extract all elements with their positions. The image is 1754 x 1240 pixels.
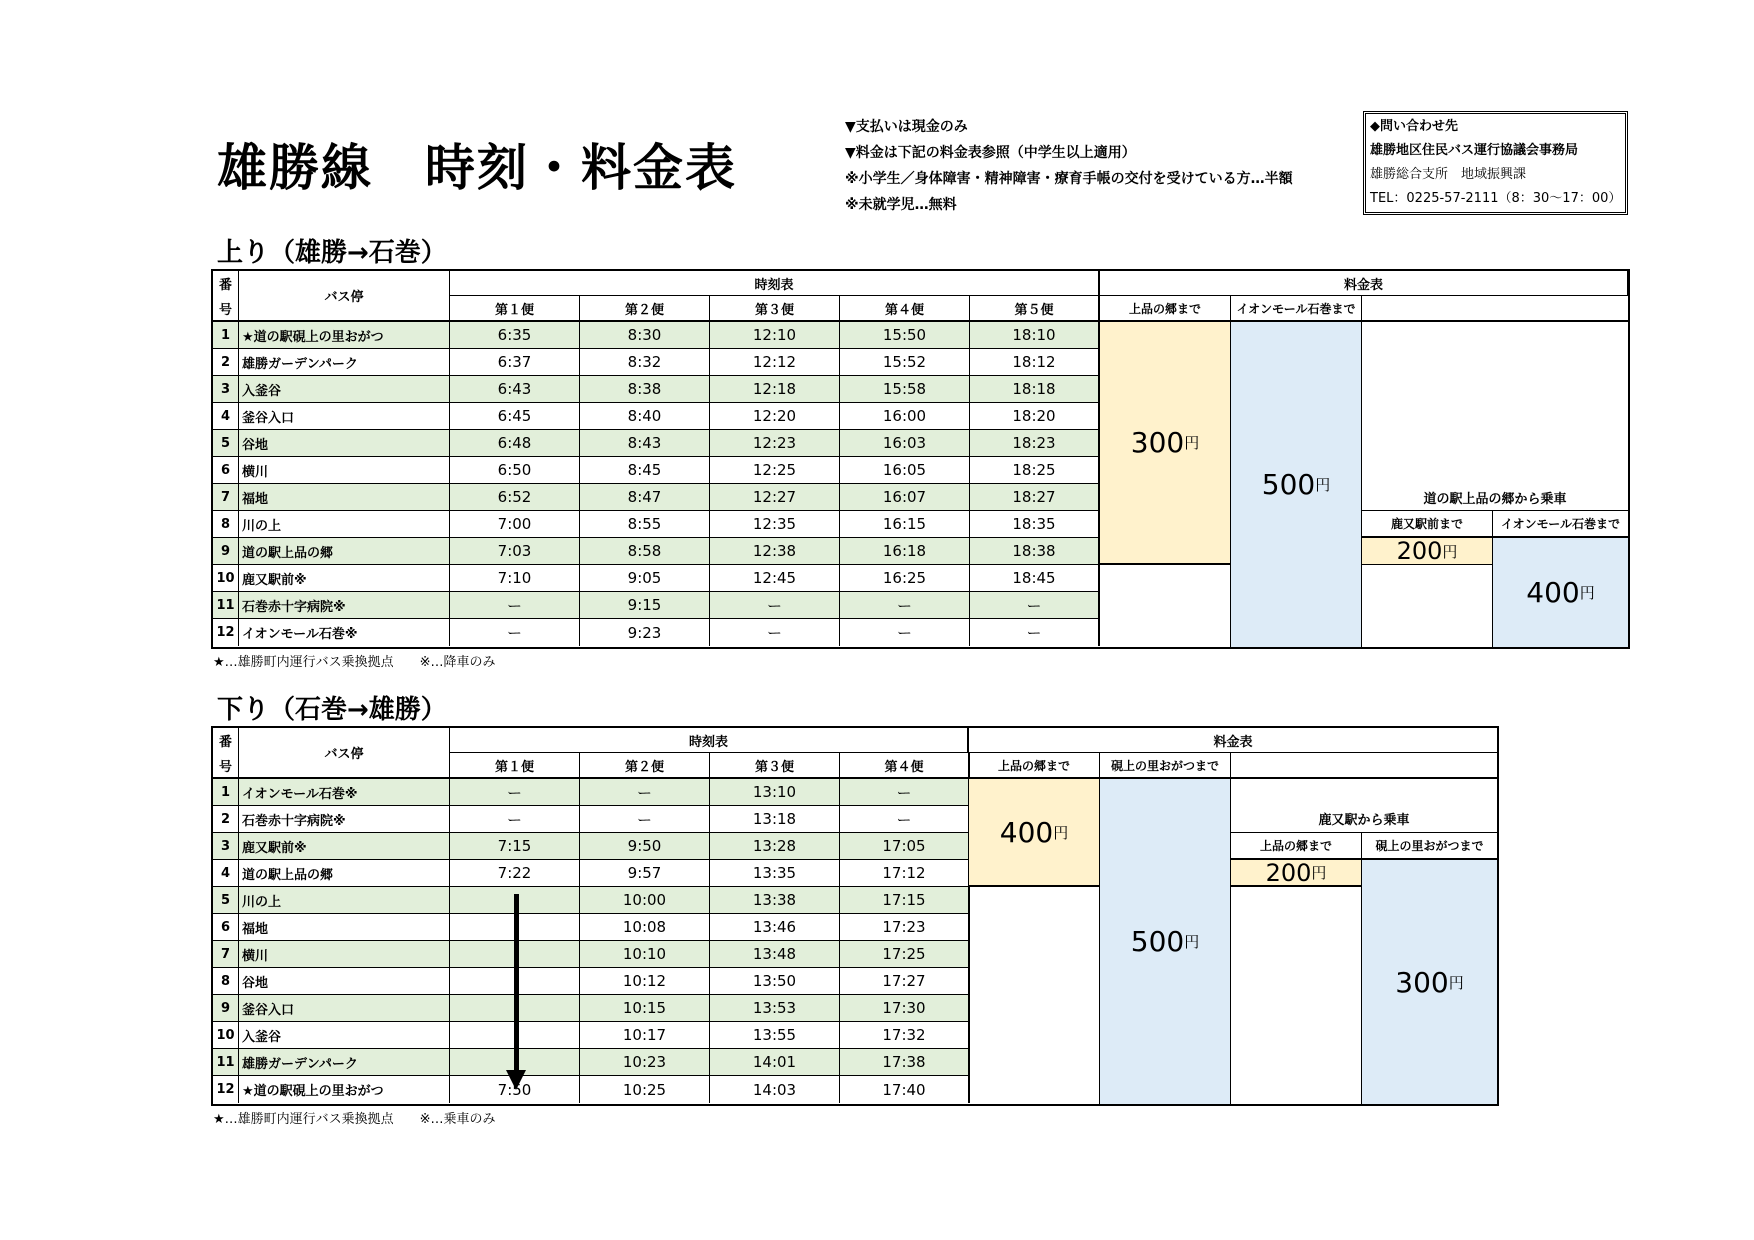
fare-col-joubon: 上品の郷まで: [1100, 296, 1231, 322]
yen-unit: 円: [1184, 434, 1200, 452]
row-number: 2: [213, 349, 239, 376]
departure-time: 16:15: [840, 511, 970, 538]
header-bus-stop: バス停: [239, 271, 450, 322]
departure-time: 9:23: [580, 619, 710, 646]
departure-time: ー: [710, 619, 840, 646]
departure-time: 7:15: [450, 833, 580, 860]
departure-time: ー: [710, 592, 840, 619]
departure-time: 10:00: [580, 887, 710, 914]
departure-time: ー: [580, 806, 710, 833]
departure-time: 13:55: [710, 1022, 840, 1049]
row-number: 6: [213, 457, 239, 484]
fare-col-empty: [1231, 753, 1497, 779]
departure-time: 10:12: [580, 968, 710, 995]
bus-stop-name: ★道の駅硯上の里おがつ: [239, 322, 450, 349]
departure-time: 7:22: [450, 860, 580, 887]
departure-time: 18:10: [970, 322, 1100, 349]
departure-time: 16:00: [840, 403, 970, 430]
bus-stop-name: 川の上: [239, 511, 450, 538]
yen-unit: 円: [1184, 933, 1200, 951]
departure-time: 17:27: [840, 968, 970, 995]
departure-time: 8:47: [580, 484, 710, 511]
departure-time: 9:57: [580, 860, 710, 887]
departure-time: 9:15: [580, 592, 710, 619]
departure-time: 12:27: [710, 484, 840, 511]
header-fare: 料金表: [969, 728, 1497, 753]
departure-time: 13:50: [710, 968, 840, 995]
header-bus-stop: バス停: [239, 728, 450, 779]
row-number: 10: [213, 565, 239, 592]
bus-stop-name: 石巻赤十字病院※: [239, 806, 450, 833]
sub-fare-to-aeon: [1493, 538, 1628, 647]
departure-time: 15:58: [840, 376, 970, 403]
fare-blank: [1231, 887, 1362, 1104]
contact-tel: TEL：0225-57-2111（8：30～17：00）: [1370, 191, 1622, 206]
departure-time: 17:25: [840, 941, 970, 968]
departure-time: 18:12: [970, 349, 1100, 376]
departure-time: 18:25: [970, 457, 1100, 484]
fare-value: 400: [1526, 576, 1580, 609]
yen-unit: 円: [1442, 542, 1458, 561]
departure-time: 10:25: [580, 1076, 710, 1103]
bus-stop-name: 入釜谷: [239, 1022, 450, 1049]
contact-org: 雄勝地区住民バス運行協議会事務局: [1370, 143, 1579, 158]
departure-time: 12:20: [710, 403, 840, 430]
departure-time: 16:05: [840, 457, 970, 484]
bus-stop-name: 道の駅上品の郷: [239, 860, 450, 887]
run-header: 第２便: [580, 296, 710, 322]
arrow-down-icon: [506, 1070, 526, 1090]
row-number: 7: [213, 484, 239, 511]
row-number: 9: [213, 538, 239, 565]
departure-time: 10:17: [580, 1022, 710, 1049]
departure-time: 14:01: [710, 1049, 840, 1076]
sub-fare-title: 鹿又駅から乗車: [1231, 779, 1497, 833]
bus-stop-name: イオンモール石巻※: [239, 779, 450, 806]
departure-time: 18:27: [970, 484, 1100, 511]
departure-time: 13:53: [710, 995, 840, 1022]
departure-time: 12:10: [710, 322, 840, 349]
row-number: 5: [213, 887, 239, 914]
departure-time: 17:40: [840, 1076, 970, 1103]
contact-dept: 雄勝総合支所 地域振興課: [1370, 167, 1527, 182]
departure-time: 8:43: [580, 430, 710, 457]
run-header: 第３便: [710, 753, 840, 779]
yen-unit: 円: [1311, 864, 1327, 882]
fare-col-ogatsu: 硯上の里おがつまで: [1100, 753, 1231, 779]
run-header: 第４便: [840, 753, 970, 779]
departure-time: 17:30: [840, 995, 970, 1022]
departure-time: 17:15: [840, 887, 970, 914]
down-footnote: ★…雄勝町内運行バス乗換拠点 ※…乗車のみ: [213, 1112, 496, 1127]
run-header: 第５便: [970, 296, 1100, 322]
row-number: 2: [213, 806, 239, 833]
departure-time: 6:50: [450, 457, 580, 484]
bus-stop-name: ★道の駅硯上の里おがつ: [239, 1076, 450, 1103]
arrow-down-icon-shaft: [514, 894, 519, 1074]
fare-blank: [969, 887, 1100, 1104]
up-footnote: ★…雄勝町内運行バス乗換拠点 ※…降車のみ: [213, 655, 496, 670]
row-number: 3: [213, 833, 239, 860]
run-header: 第２便: [580, 753, 710, 779]
fare-blank: [1362, 322, 1628, 485]
departure-time: 9:50: [580, 833, 710, 860]
fare-up-to-aeon: [1231, 322, 1362, 647]
contact-box: [1363, 111, 1628, 215]
row-number: 4: [213, 403, 239, 430]
fare-blank: [1362, 565, 1493, 647]
row-number: 7: [213, 941, 239, 968]
departure-time: 15:52: [840, 349, 970, 376]
departure-time: 8:45: [580, 457, 710, 484]
fare-value: 500: [1261, 468, 1316, 501]
departure-time: ー: [450, 779, 580, 806]
departure-time: 13:18: [710, 806, 840, 833]
fare-value: 300: [1395, 965, 1449, 999]
departure-time: 17:12: [840, 860, 970, 887]
departure-time: 13:10: [710, 779, 840, 806]
bus-stop-name: 釜谷入口: [239, 403, 450, 430]
departure-time: 18:20: [970, 403, 1100, 430]
fare-col-aeon: イオンモール石巻まで: [1231, 296, 1362, 322]
fare-value: 500: [1130, 925, 1185, 958]
departure-time: ー: [580, 779, 710, 806]
yen-unit: 円: [1315, 476, 1331, 494]
row-number: 12: [213, 619, 239, 646]
sub-fare-col-ogatsu: 硯上の里おがつまで: [1362, 833, 1497, 860]
note-cash-only: ▼支払いは現金のみ: [845, 119, 968, 135]
departure-time: 6:37: [450, 349, 580, 376]
departure-time: 12:38: [710, 538, 840, 565]
yen-unit: 円: [1579, 584, 1595, 602]
departure-time: ー: [840, 806, 970, 833]
departure-time: 15:50: [840, 322, 970, 349]
note-half-fare: ※小学生／身体障害・精神障害・療育手帳の交付を受けている方…半額: [845, 171, 1293, 187]
row-number: 12: [213, 1076, 239, 1103]
note-preschool-free: ※未就学児…無料: [845, 197, 957, 213]
row-number: 5: [213, 430, 239, 457]
row-number: 8: [213, 511, 239, 538]
departure-time: 16:25: [840, 565, 970, 592]
bus-stop-name: イオンモール石巻※: [239, 619, 450, 646]
departure-time: ー: [450, 592, 580, 619]
bus-stop-name: 鹿又駅前※: [239, 565, 450, 592]
run-header: 第１便: [450, 296, 580, 322]
departure-time: 13:48: [710, 941, 840, 968]
departure-time: ー: [970, 619, 1100, 646]
departure-time: 16:18: [840, 538, 970, 565]
bus-stop-name: 釜谷入口: [239, 995, 450, 1022]
departure-time: 10:15: [580, 995, 710, 1022]
row-number: 6: [213, 914, 239, 941]
fare-col-empty: [1362, 296, 1628, 322]
departure-time: 13:46: [710, 914, 840, 941]
header-timetable: 時刻表: [450, 728, 969, 753]
departure-time: 12:12: [710, 349, 840, 376]
sub-fare-col-joubon: 上品の郷まで: [1231, 833, 1362, 860]
departure-time: 18:45: [970, 565, 1100, 592]
departure-time: 8:38: [580, 376, 710, 403]
bus-stop-name: 谷地: [239, 968, 450, 995]
sub-fare-title: 道の駅上品の郷から乗車: [1362, 485, 1628, 511]
run-header: 第３便: [710, 296, 840, 322]
departure-time: 17:23: [840, 914, 970, 941]
departure-time: 6:35: [450, 322, 580, 349]
bus-stop-name: 石巻赤十字病院※: [239, 592, 450, 619]
fare-value: 300: [1130, 426, 1185, 459]
departure-time: 7:10: [450, 565, 580, 592]
departure-time: 18:35: [970, 511, 1100, 538]
fare-value: 200: [1265, 860, 1312, 887]
up-timetable: [211, 269, 1630, 649]
departure-time: ー: [840, 779, 970, 806]
departure-time: 10:23: [580, 1049, 710, 1076]
page-title: 雄勝線 時刻・料金表: [217, 139, 737, 197]
down-section-title: 下り（石巻→雄勝）: [217, 695, 447, 725]
bus-stop-name: 鹿又駅前※: [239, 833, 450, 860]
departure-time: 7:03: [450, 538, 580, 565]
bus-stop-name: 入釜谷: [239, 376, 450, 403]
row-number: 11: [213, 1049, 239, 1076]
departure-time: 8:32: [580, 349, 710, 376]
departure-time: 7:50: [450, 1076, 580, 1103]
bus-stop-name: 横川: [239, 457, 450, 484]
row-number: 8: [213, 968, 239, 995]
departure-time: 12:35: [710, 511, 840, 538]
fare-up-to-joubon: [1100, 322, 1231, 565]
bus-stop-name: 福地: [239, 914, 450, 941]
departure-time: 17:05: [840, 833, 970, 860]
departure-time: 8:30: [580, 322, 710, 349]
fare-down-to-joubon: [969, 779, 1100, 887]
fare-value: 200: [1396, 538, 1443, 565]
departure-time: 13:38: [710, 887, 840, 914]
departure-time: 13:35: [710, 860, 840, 887]
bus-stop-name: 谷地: [239, 430, 450, 457]
departure-time: 8:55: [580, 511, 710, 538]
sub-fare-col-aeon: イオンモール石巻まで: [1493, 511, 1628, 538]
bus-stop-name: 雄勝ガーデンパーク: [239, 1049, 450, 1076]
departure-time: 7:00: [450, 511, 580, 538]
header-no-2: 号: [213, 296, 239, 322]
bus-stop-name: 雄勝ガーデンパーク: [239, 349, 450, 376]
header-no-2: 号: [213, 753, 239, 779]
bus-stop-name: 道の駅上品の郷: [239, 538, 450, 565]
sub-fare-to-ogatsu: [1362, 860, 1497, 1104]
departure-time: 16:07: [840, 484, 970, 511]
row-number: 3: [213, 376, 239, 403]
row-number: 9: [213, 995, 239, 1022]
header-no-1: 番: [213, 728, 239, 753]
header-fare: 料金表: [1100, 271, 1628, 296]
departure-time: 18:38: [970, 538, 1100, 565]
contact-heading: ◆問い合わせ先: [1370, 119, 1458, 134]
bus-stop-name: 横川: [239, 941, 450, 968]
fare-col-joubon: 上品の郷まで: [969, 753, 1100, 779]
departure-time: 8:58: [580, 538, 710, 565]
yen-unit: 円: [1053, 823, 1069, 842]
departure-time: 6:45: [450, 403, 580, 430]
fare-down-to-ogatsu: [1100, 779, 1231, 1104]
row-number: 4: [213, 860, 239, 887]
sub-fare-to-kanomata: [1362, 538, 1493, 565]
down-timetable: [211, 726, 1499, 1106]
departure-time: 17:32: [840, 1022, 970, 1049]
departure-time: 16:03: [840, 430, 970, 457]
departure-time: 9:05: [580, 565, 710, 592]
sub-fare-to-joubon: [1231, 860, 1362, 887]
up-section-title: 上り（雄勝→石巻）: [217, 238, 447, 268]
fare-blank: [1100, 565, 1231, 647]
departure-time: 12:25: [710, 457, 840, 484]
departure-time: 6:43: [450, 376, 580, 403]
note-fare-reference: ▼料金は下記の料金表参照（中学生以上適用）: [845, 145, 1136, 161]
departure-time: 13:28: [710, 833, 840, 860]
row-number: 1: [213, 322, 239, 349]
departure-time: 10:08: [580, 914, 710, 941]
yen-unit: 円: [1448, 973, 1464, 992]
departure-time: 18:18: [970, 376, 1100, 403]
payment-notes: [845, 114, 1293, 218]
bus-stop-name: 川の上: [239, 887, 450, 914]
bus-stop-name: 福地: [239, 484, 450, 511]
departure-time: 6:48: [450, 430, 580, 457]
departure-time: 17:38: [840, 1049, 970, 1076]
fare-value: 400: [999, 815, 1054, 849]
run-header: 第４便: [840, 296, 970, 322]
run-header: 第１便: [450, 753, 580, 779]
departure-time: 6:52: [450, 484, 580, 511]
departure-time: 10:10: [580, 941, 710, 968]
departure-time: ー: [970, 592, 1100, 619]
departure-time: ー: [450, 619, 580, 646]
row-number: 11: [213, 592, 239, 619]
departure-time: ー: [840, 619, 970, 646]
sub-fare-col-kanomata: 鹿又駅前まで: [1362, 511, 1493, 538]
row-number: 1: [213, 779, 239, 806]
departure-time: 8:40: [580, 403, 710, 430]
departure-time: 12:45: [710, 565, 840, 592]
departure-time: 12:23: [710, 430, 840, 457]
departure-time: 18:23: [970, 430, 1100, 457]
header-no-1: 番: [213, 271, 239, 296]
departure-time: 12:18: [710, 376, 840, 403]
row-number: 10: [213, 1022, 239, 1049]
header-timetable: 時刻表: [450, 271, 1100, 296]
departure-time: ー: [840, 592, 970, 619]
departure-time: 14:03: [710, 1076, 840, 1103]
departure-time: ー: [450, 806, 580, 833]
